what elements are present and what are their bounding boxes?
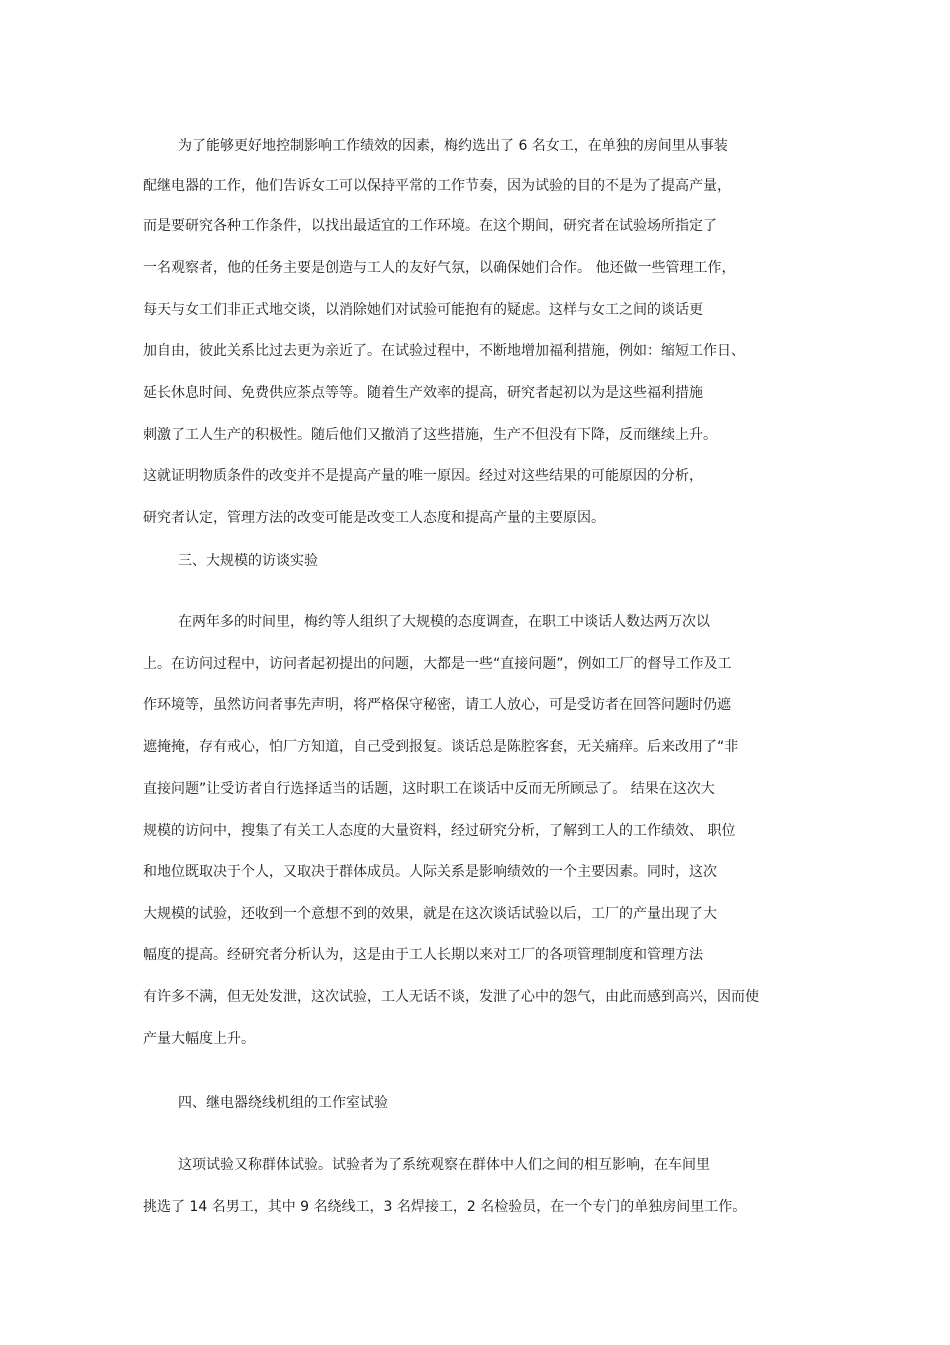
paragraph-line: 刺激了工人生产的积极性。随后他们又撤消了这些措施，生产不但没有下降，反而继续上升。 (143, 427, 717, 443)
paragraph-line: 产量大幅度上升。 (143, 1031, 255, 1047)
paragraph-line: 配继电器的工作，他们告诉女工可以保持平常的工作节奏，因为试验的目的不是为了提高产量， (143, 178, 731, 194)
paragraph-line: 和地位既取决于个人，又取决于群体成员。人际关系是影响绩效的一个主要因素。同时，这次 (143, 864, 717, 880)
paragraph-line: 遮掩掩，存有戒心，怕厂方知道，自己受到报复。谈话总是陈腔客套，无关痛痒。后来改用了“非 (143, 739, 739, 755)
paragraph-line: 这项试验又称群体试验。试验者为了系统观察在群体中人们之间的相互影响，在车间里 (178, 1157, 710, 1173)
paragraph-line: 规模的访问中，搜集了有关工人态度的大量资料，经过研究分析，了解到工人的工作绩效、 职位 (143, 823, 736, 839)
paragraph-line: 加自由，彼此关系比过去更为亲近了。在试验过程中，不断地增加福利措施，例如：缩短工作日、 (143, 343, 745, 359)
section-heading: 三、大规模的访谈实验 (178, 553, 318, 569)
paragraph-line: 这就证明物质条件的改变并不是提高产量的唯一原因。经过对这些结果的可能原因的分析， (143, 468, 703, 484)
paragraph-line: 研究者认定，管理方法的改变可能是改变工人态度和提高产量的主要原因。 (143, 510, 605, 526)
paragraph-line: 在两年多的时间里，梅约等人组织了大规模的态度调查，在职工中谈话人数达两万次以 (178, 614, 710, 630)
paragraph-line: 上。在访问过程中，访问者起初提出的问题，大都是一些“直接问题”，例如工厂的督导工作及工 (143, 656, 732, 672)
paragraph-line: 挑选了 14 名男工，其中 9 名绕线工，3 名焊接工，2 名检验员，在一个专门的单独房间里工作。 (143, 1199, 747, 1215)
paragraph-line: 为了能够更好地控制影响工作绩效的因素，梅约选出了 6 名女工，在单独的房间里从事装 (178, 138, 728, 154)
paragraph-line: 直接问题”让受访者自行选择适当的话题，这时职工在谈话中反而无所顾忌了。 结果在这次大 (143, 781, 715, 797)
paragraph-line: 每天与女工们非正式地交谈，以消除她们对试验可能抱有的疑虑。这样与女工之间的谈话更 (143, 302, 703, 318)
section-heading: 四、继电器绕线机组的工作室试验 (178, 1095, 388, 1111)
paragraph-line: 而是要研究各种工作条件，以找出最适宜的工作环境。在这个期间，研究者在试验场所指定了 (143, 218, 717, 234)
paragraph-line: 作环境等，虽然访问者事先声明，将严格保守秘密，请工人放心，可是受访者在回答问题时仍遮 (143, 697, 731, 713)
paragraph-line: 一名观察者，他的任务主要是创造与工人的友好气氛，以确保她们合作。 他还做一些管理工作， (143, 260, 736, 276)
paragraph-line: 大规模的试验，还收到一个意想不到的效果，就是在这次谈话试验以后，工厂的产量出现了大 (143, 906, 717, 922)
paragraph-line: 延长休息时间、免费供应茶点等等。随着生产效率的提高，研究者起初以为是这些福利措施 (143, 385, 703, 401)
paragraph-line: 幅度的提高。经研究者分析认为，这是由于工人长期以来对工厂的各项管理制度和管理方法 (143, 947, 703, 963)
paragraph-line: 有许多不满，但无处发泄，这次试验，工人无话不谈，发泄了心中的怨气，由此而感到高兴，因而使 (143, 989, 759, 1005)
